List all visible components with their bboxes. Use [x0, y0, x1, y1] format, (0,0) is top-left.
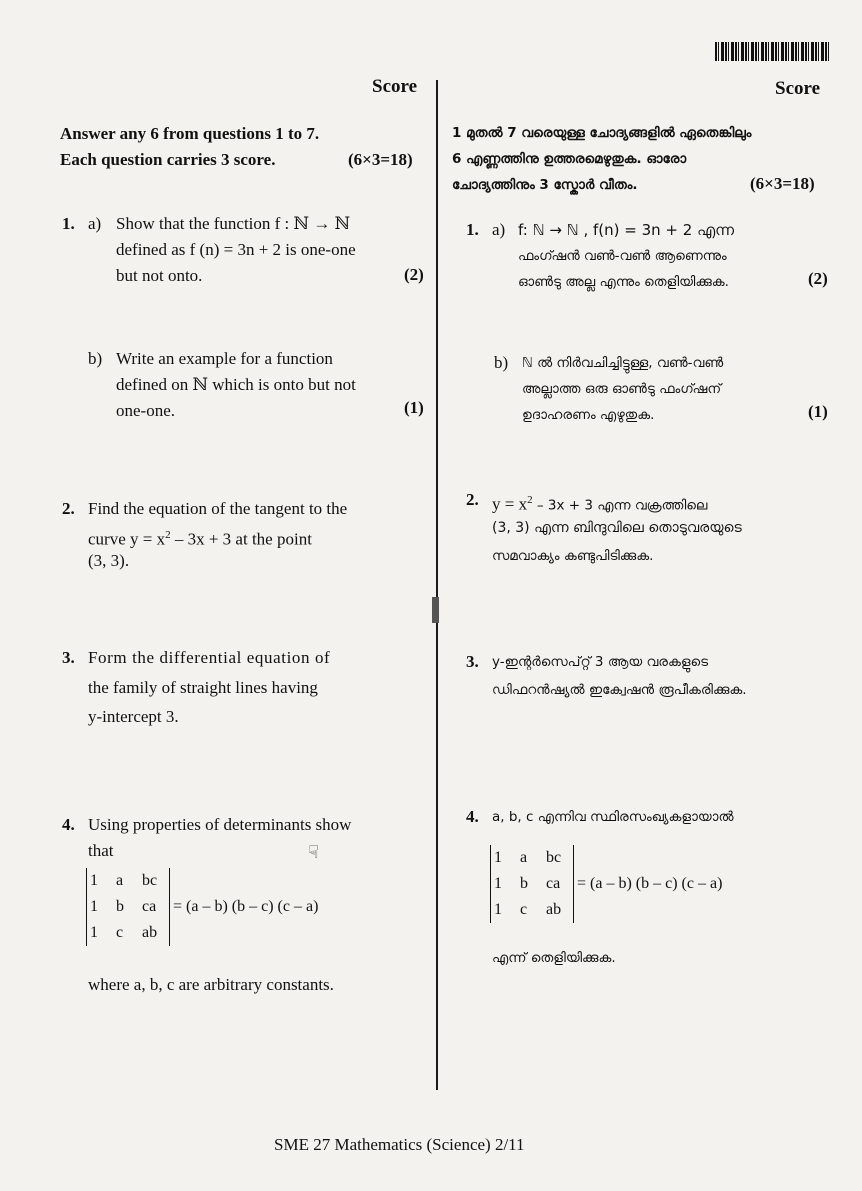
q3-ml-line2: ഡിഫറൻഷ്യൽ ഇക്വേഷൻ രൂപീകരിക്കുക.: [492, 682, 747, 698]
det-ml-cell: b: [520, 875, 528, 892]
q4-en-line2: that: [88, 841, 114, 860]
q4-ml-footer: എന്ന് തെളിയിക്കുക.: [492, 950, 616, 966]
barcode-icon: [715, 42, 831, 61]
q2-en-number: 2.: [62, 499, 75, 518]
det-en-cell: 1: [90, 898, 98, 915]
q1a-en-line2: defined as f (n) = 3n + 2 is one-one: [116, 240, 356, 259]
q3-en-line3: y-intercept 3.: [88, 707, 179, 726]
det-en-row-3: [90, 920, 166, 946]
q4-en-number: 4.: [62, 815, 75, 834]
det-ml-row-3: [494, 897, 570, 923]
determinant-en: [86, 868, 318, 946]
det-ml-row-1: [494, 845, 570, 871]
det-en-cell: ca: [142, 898, 157, 915]
q1a-ml-marks: (2): [808, 269, 828, 288]
q2-ml-line1-sup: 2: [527, 494, 533, 506]
q1b-ml-line3: ഉദാഹരണം എഴുതുക.: [522, 407, 655, 423]
det-en-cell: bc: [142, 872, 158, 889]
det-ml-cell: 1: [494, 901, 502, 918]
q2-en-line3: (3, 3).: [88, 551, 130, 570]
q1a-ml-line1: f: ℕ → ℕ , f(n) = 3n + 2 എന്ന: [518, 221, 735, 239]
instructions-ml-marks: (6×3=18): [750, 174, 815, 193]
q1-en-number: 1.: [62, 214, 75, 233]
q2-ml-line2: (3, 3) എന്ന ബിന്ദുവിലെ തൊടുവരയുടെ: [492, 520, 742, 536]
q1b-ml-line2: അല്ലാത്ത ഒരു ഓൺടു ഫംഗ്ഷന്: [522, 381, 722, 397]
hand-cursor-icon: ☟: [308, 842, 319, 862]
q3-en-line1: Form the differential equation of: [88, 648, 331, 667]
q1b-en-label: b): [88, 349, 103, 368]
q3-ml-line1: y-ഇന്റർസെപ്റ്റ് 3 ആയ വരകളുടെ: [492, 654, 709, 670]
det-ml-cell: a: [520, 849, 528, 866]
instructions-ml-line3: ചോദ്യത്തിനും 3 സ്കോർ വീതം.: [452, 177, 638, 193]
det-en-row-2: [90, 894, 166, 920]
q1b-ml-line1: ℕ ൽ നിർവചിച്ചിട്ടുള്ള, വൺ-വൺ: [522, 355, 724, 371]
q2-ml-line1-pre: y = x: [492, 494, 528, 514]
page-footer: SME 27 Mathematics (Science) 2/11: [274, 1135, 525, 1154]
q1a-en-label: a): [88, 214, 102, 233]
q1b-ml-label: b): [494, 353, 509, 372]
determinant-ml: [490, 845, 722, 923]
instructions-en-marks: (6×3=18): [348, 150, 413, 169]
instructions-en-line2: Each question carries 3 score.: [60, 150, 276, 169]
det-ml-cell: c: [520, 901, 528, 918]
q1a-en-line3: but not onto.: [116, 266, 203, 285]
q2-ml-line1: [492, 487, 707, 519]
determinant-ml-rhs: = (a – b) (b – c) (c – a): [577, 875, 723, 892]
det-ml-cell: ab: [546, 901, 562, 918]
column-divider: [436, 80, 438, 1090]
q3-en-line2: the family of straight lines having: [88, 678, 318, 697]
q2-en-line2-pre: curve y = x: [88, 529, 166, 549]
q1a-en-line1: Show that the function f : ℕ → ℕ: [116, 214, 351, 233]
det-en-cell: 1: [90, 924, 98, 941]
q3-ml-number: 3.: [466, 652, 479, 671]
determinant-en-rhs: = (a – b) (b – c) (c – a): [173, 898, 319, 915]
det-en-cell: a: [116, 872, 124, 889]
det-ml-cell: bc: [546, 849, 562, 866]
score-header-right: Score: [775, 78, 821, 99]
q1b-en-line3: one-one.: [116, 401, 176, 420]
q3-en-number: 3.: [62, 648, 75, 667]
q4-en-line1: Using properties of determinants show: [88, 815, 352, 834]
determinant-ml-matrix: [490, 845, 574, 923]
q1b-ml-marks: (1): [808, 402, 828, 421]
q2-en-line2-post: – 3x + 3 at the point: [170, 529, 312, 549]
q1a-ml-line3: ഓൺടു അല്ല എന്നും തെളിയിക്കുക.: [518, 274, 729, 290]
q1a-ml-label: a): [492, 220, 506, 239]
det-en-cell: c: [116, 924, 124, 941]
instructions-ml-line1: 1 മുതൽ 7 വരെയുള്ള ചോദ്യങ്ങളിൽ ഏതെങ്കിലും: [452, 125, 752, 141]
det-en-cell: b: [116, 898, 124, 915]
q1b-en-line1: Write an example for a function: [116, 349, 333, 368]
instructions-ml-line2: 6 എണ്ണത്തിനു ഉത്തരമെഴുതുക. ഓരോ: [452, 151, 687, 167]
q1b-en-marks: (1): [404, 398, 424, 417]
q1b-en-line2: defined on ℕ which is onto but not: [116, 375, 356, 394]
q1-ml-number: 1.: [466, 220, 479, 239]
q2-ml-line3: സമവാക്യം കണ്ടുപിടിക്കുക.: [492, 548, 654, 564]
divider-mark: [432, 597, 439, 623]
q2-en-line1: Find the equation of the tangent to the: [88, 499, 348, 518]
q2-ml-number: 2.: [466, 490, 479, 509]
det-en-cell: ab: [142, 924, 158, 941]
det-ml-cell: ca: [546, 875, 561, 892]
det-ml-cell: 1: [494, 875, 502, 892]
q4-ml-line1: a, b, c എന്നിവ സ്ഥിരസംഖ്യകളായാൽ: [492, 809, 734, 825]
instructions-en-line1: Answer any 6 from questions 1 to 7.: [60, 124, 320, 143]
det-en-row-1: [90, 868, 166, 894]
score-header-left: Score: [372, 76, 418, 97]
q4-ml-number: 4.: [466, 807, 479, 826]
q1a-ml-line2: ഫംഗ്ഷൻ വൺ-വൺ ആണെന്നും: [518, 248, 727, 264]
q2-ml-line1-post: – 3x + 3 എന്ന വക്രത്തിലെ: [532, 497, 708, 514]
q4-en-footer: where a, b, c are arbitrary constants.: [88, 975, 334, 994]
det-ml-cell: 1: [494, 849, 502, 866]
det-en-cell: 1: [90, 872, 98, 889]
q1a-en-marks: (2): [404, 265, 424, 284]
determinant-en-matrix: [86, 868, 170, 946]
q2-en-line2-sup: 2: [165, 529, 171, 541]
det-ml-row-2: [494, 871, 570, 897]
